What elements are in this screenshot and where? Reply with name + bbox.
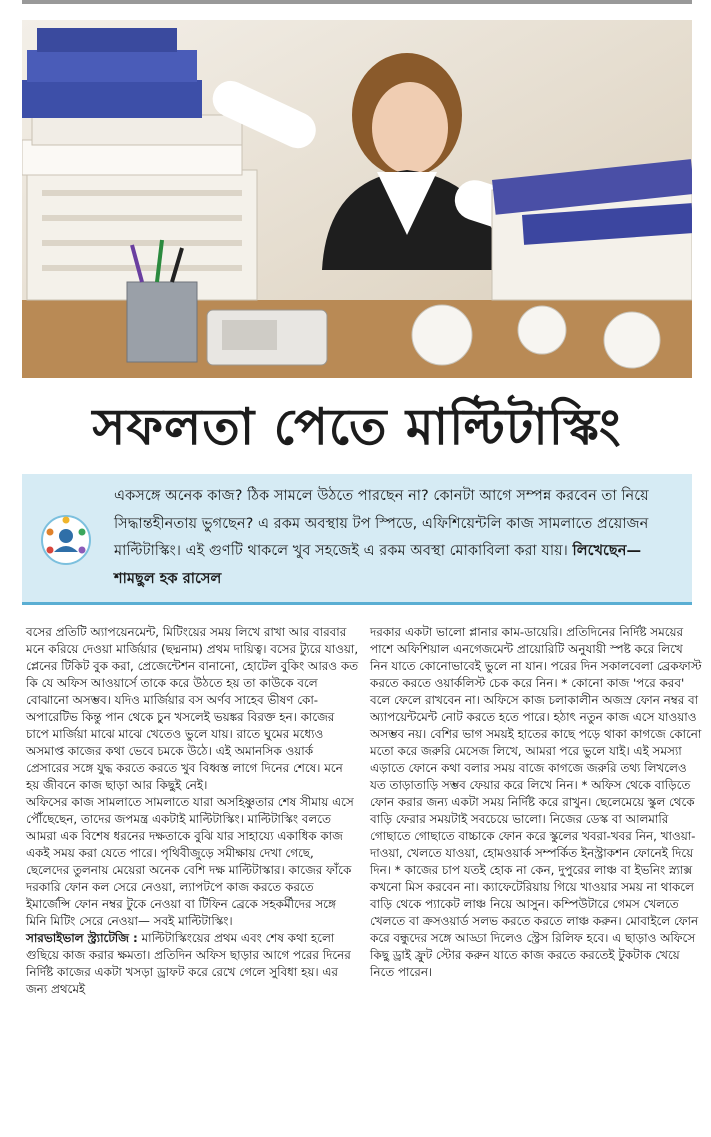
- strategy-label: সারভাইভাল স্ট্র্যাটেজি :: [26, 931, 138, 945]
- desk-phone: [207, 310, 327, 365]
- strategy-text: মাল্টিটাস্কিংয়ের প্রথম এবং শেষ কথা হলো গুছিয়ে কাজ করার ক্ষমতা। প্রতিদিন অফিস ছাড়ার আগে পরের দিনের নির্দিষ্ট কাজের একটা খসড়া ড্রাফট করে রেখে গেলে সুবিধা হয়। এর জন্য প্রথমেই: [26, 931, 351, 996]
- right-column: [370, 624, 703, 981]
- right-paragraph-1: দরকার একটা ভালো প্লানার কাম-ডায়েরি। প্রতিদিনের নির্দিষ্ট সময়ের পাশে অফিশিয়াল এনগেজমেন্ট প্রায়োরিটি অনুযায়ী স্পষ্ট করে লিখে নিন যাতে কোনোভাবেই ভুলে না যান। পরের দিন সকালবেলা ব্রেকফাস্ট করতে করতে ওয়ার্কলিস্ট চেক করে নিন। * কোনো কাজ 'পরে করব' বলে ফেলে রাখবেন না। অফিসে কাজ চলাকালীন অজস্র ফোন নম্বর বা অ্যাপয়েন্টমেন্ট নোট করতে হতে পারে। হঠাৎ নতুন কাজ এসে যাওয়াও অসম্ভব নয়। বেশির ভাগ সময়ই হাতের কাছে পড়ে থাকা কাগজে কোনো মতো করে জরুরি মেসেজ লিখে, আমরা পরে ভুলে যাই। এই সমস্যা এড়াতে ফোনে কথা বলার সময় বাজে কাগজে জরুরি তথ্য লিখলেও যত তাড়াতাড়ি সম্ভব ফেয়ার করে লিখে নিন। * অফিস থেকে বাড়িতে ফোন করার জন্য একটা সময় নির্দিষ্ট করে রাখুন। ছেলেমেয়ে স্কুল থেকে বাড়ি ফেরার সময়টাই সবচেয়ে ভালো। নিজের ডেস্ক বা আলমারি গোছাতে গোছাতে বাচ্চাকে ফোন করে স্কুলের খবরা-খবর নিন, খাওয়া-দাওয়া, খেলতে যাওয়া, হোমওয়ার্ক সম্পর্কিত ইনস্ট্রাকশন ফোনেই দিয়ে দিন। * কাজের চাপ যতই হোক না কেন, দুপুরের লাঞ্চ বা ইভনিং স্ন্যাক্স কখনো মিস করবেন না। ক্যাফেটেরিয়ায় গিয়ে খাওয়ার সময় না থাকলে বাড়ি থেকে প্যাকেট লাঞ্চ নিয়ে আসুন। কম্পিউটারে গেমস খেলতে খেলতে বা ক্রসওয়ার্ড সলভ করতে করতে লাঞ্চ করুন। মোবাইলে ফোন করে বন্ধুদের সঙ্গে আড্ডা দিলেও স্ট্রেস রিলিফ হবে। এ ছাড়াও অফিসে কিছু ড্রাই ফ্রুট স্টোর করুন যাতে কাজ করতে করতেই টুকটাক খেয়ে নিতে পারেন।: [370, 625, 702, 979]
- team-icon: [40, 514, 92, 566]
- article-headline: সফলতা পেতে মাল্টিটাস্কিং: [92, 398, 622, 456]
- byline: লিখেছেন— শামছুল হক রাসেল: [114, 542, 642, 587]
- left-paragraph-2: অফিসের কাজ সামলাতে সামলাতে যারা অসহিষ্ণুতার শেষ সীমায় এসে পৌঁছেছেন, তাদের জপমন্ত্র একটাই মাল্টিটাস্কিং। মাল্টিটাস্কিং বলতে আমরা এক বিশেষ ধরনের দক্ষতাকে বুঝি যার সাহায্যে একাধিক কাজ একই সময় করা যেতে পারে। পৃথিবীজুড়ে সমীক্ষায় দেখা গেছে, ছেলেদের তুলনায় মেয়েরা অনেক বেশি দক্ষ মাল্টিটাস্কার। কাজের ফাঁকে দরকারি ফোন কল সেরে নেওয়া, ল্যাপটপে কাজ করতে করতে ইমার্জেন্সি ফোন নম্বর টুকে নেওয়া বা টিফিন ব্রেকে সহকর্মীদের সঙ্গে মিনি মিটিং সেরে নেওয়া— সবই মাল্টিটাস্কিং।: [26, 795, 354, 928]
- intro-text: [114, 482, 684, 592]
- intro-box: [22, 474, 692, 605]
- strategy-paragraph: [26, 930, 359, 998]
- left-paragraph-1: বসের প্রতিটি অ্যাপয়েনমেন্ট, মিটিংয়ের সময় লিখে রাখা আর বারবার মনে করিয়ে দেওয়া মার্জিয়ার (ছদ্মনাম) প্রথম দায়িত্ব। বসের ট্যুরে যাওয়া, প্লেনের টিকিট বুক করা, প্রেজেন্টেশন বানানো, হোটেল বুকিং আরও কত কি যে অফিস আওয়ার্সে তাকে করে উঠতে হয় তা কাউকে বলে বোঝানো অসম্ভব। যদিও মার্জিয়ার বস অর্ণব সাহেব ভীষণ কো-অপারেটিভ কিন্তু পান থেকে চুন খসলেই ভয়ঙ্কর বিরক্ত হন। কাজের চাপে মার্জিয়া মাঝে মাঝে খেতেও ভুলে যায়। রাতে ঘুমের মধ্যেও অসমাপ্ত কাজের কথা ভেবে চমকে উঠে। এই অমানসিক ওয়ার্ক প্রেসারের সঙ্গে যুদ্ধ করতে করতে খুব বিধ্বস্ত লাগে দিনের শেষে। মনে হয় জীবনে কাজ ছাড়া আর কিছুই নেই।: [26, 625, 359, 792]
- left-column: [26, 624, 359, 998]
- top-rule: [22, 0, 692, 4]
- article-photo: [22, 20, 692, 378]
- folder-stack-right: [492, 159, 692, 300]
- intro-paragraph: একসঙ্গে অনেক কাজ? ঠিক সামলে উঠতে পারছেন না? কোনটা আগে সম্পন্ন করবেন তা নিয়ে সিদ্ধান্তহীনতায় ভুগছেন? এ রকম অবস্থায় টপ স্পিডে, এফিশিয়েন্টলি কাজ সামলাতে প্রয়োজন মাল্টিটাস্কিং। এই গুণটি থাকলে খুব সহজেই এ রকম অবস্থা মোকাবিলা করা যায়।: [114, 487, 649, 559]
